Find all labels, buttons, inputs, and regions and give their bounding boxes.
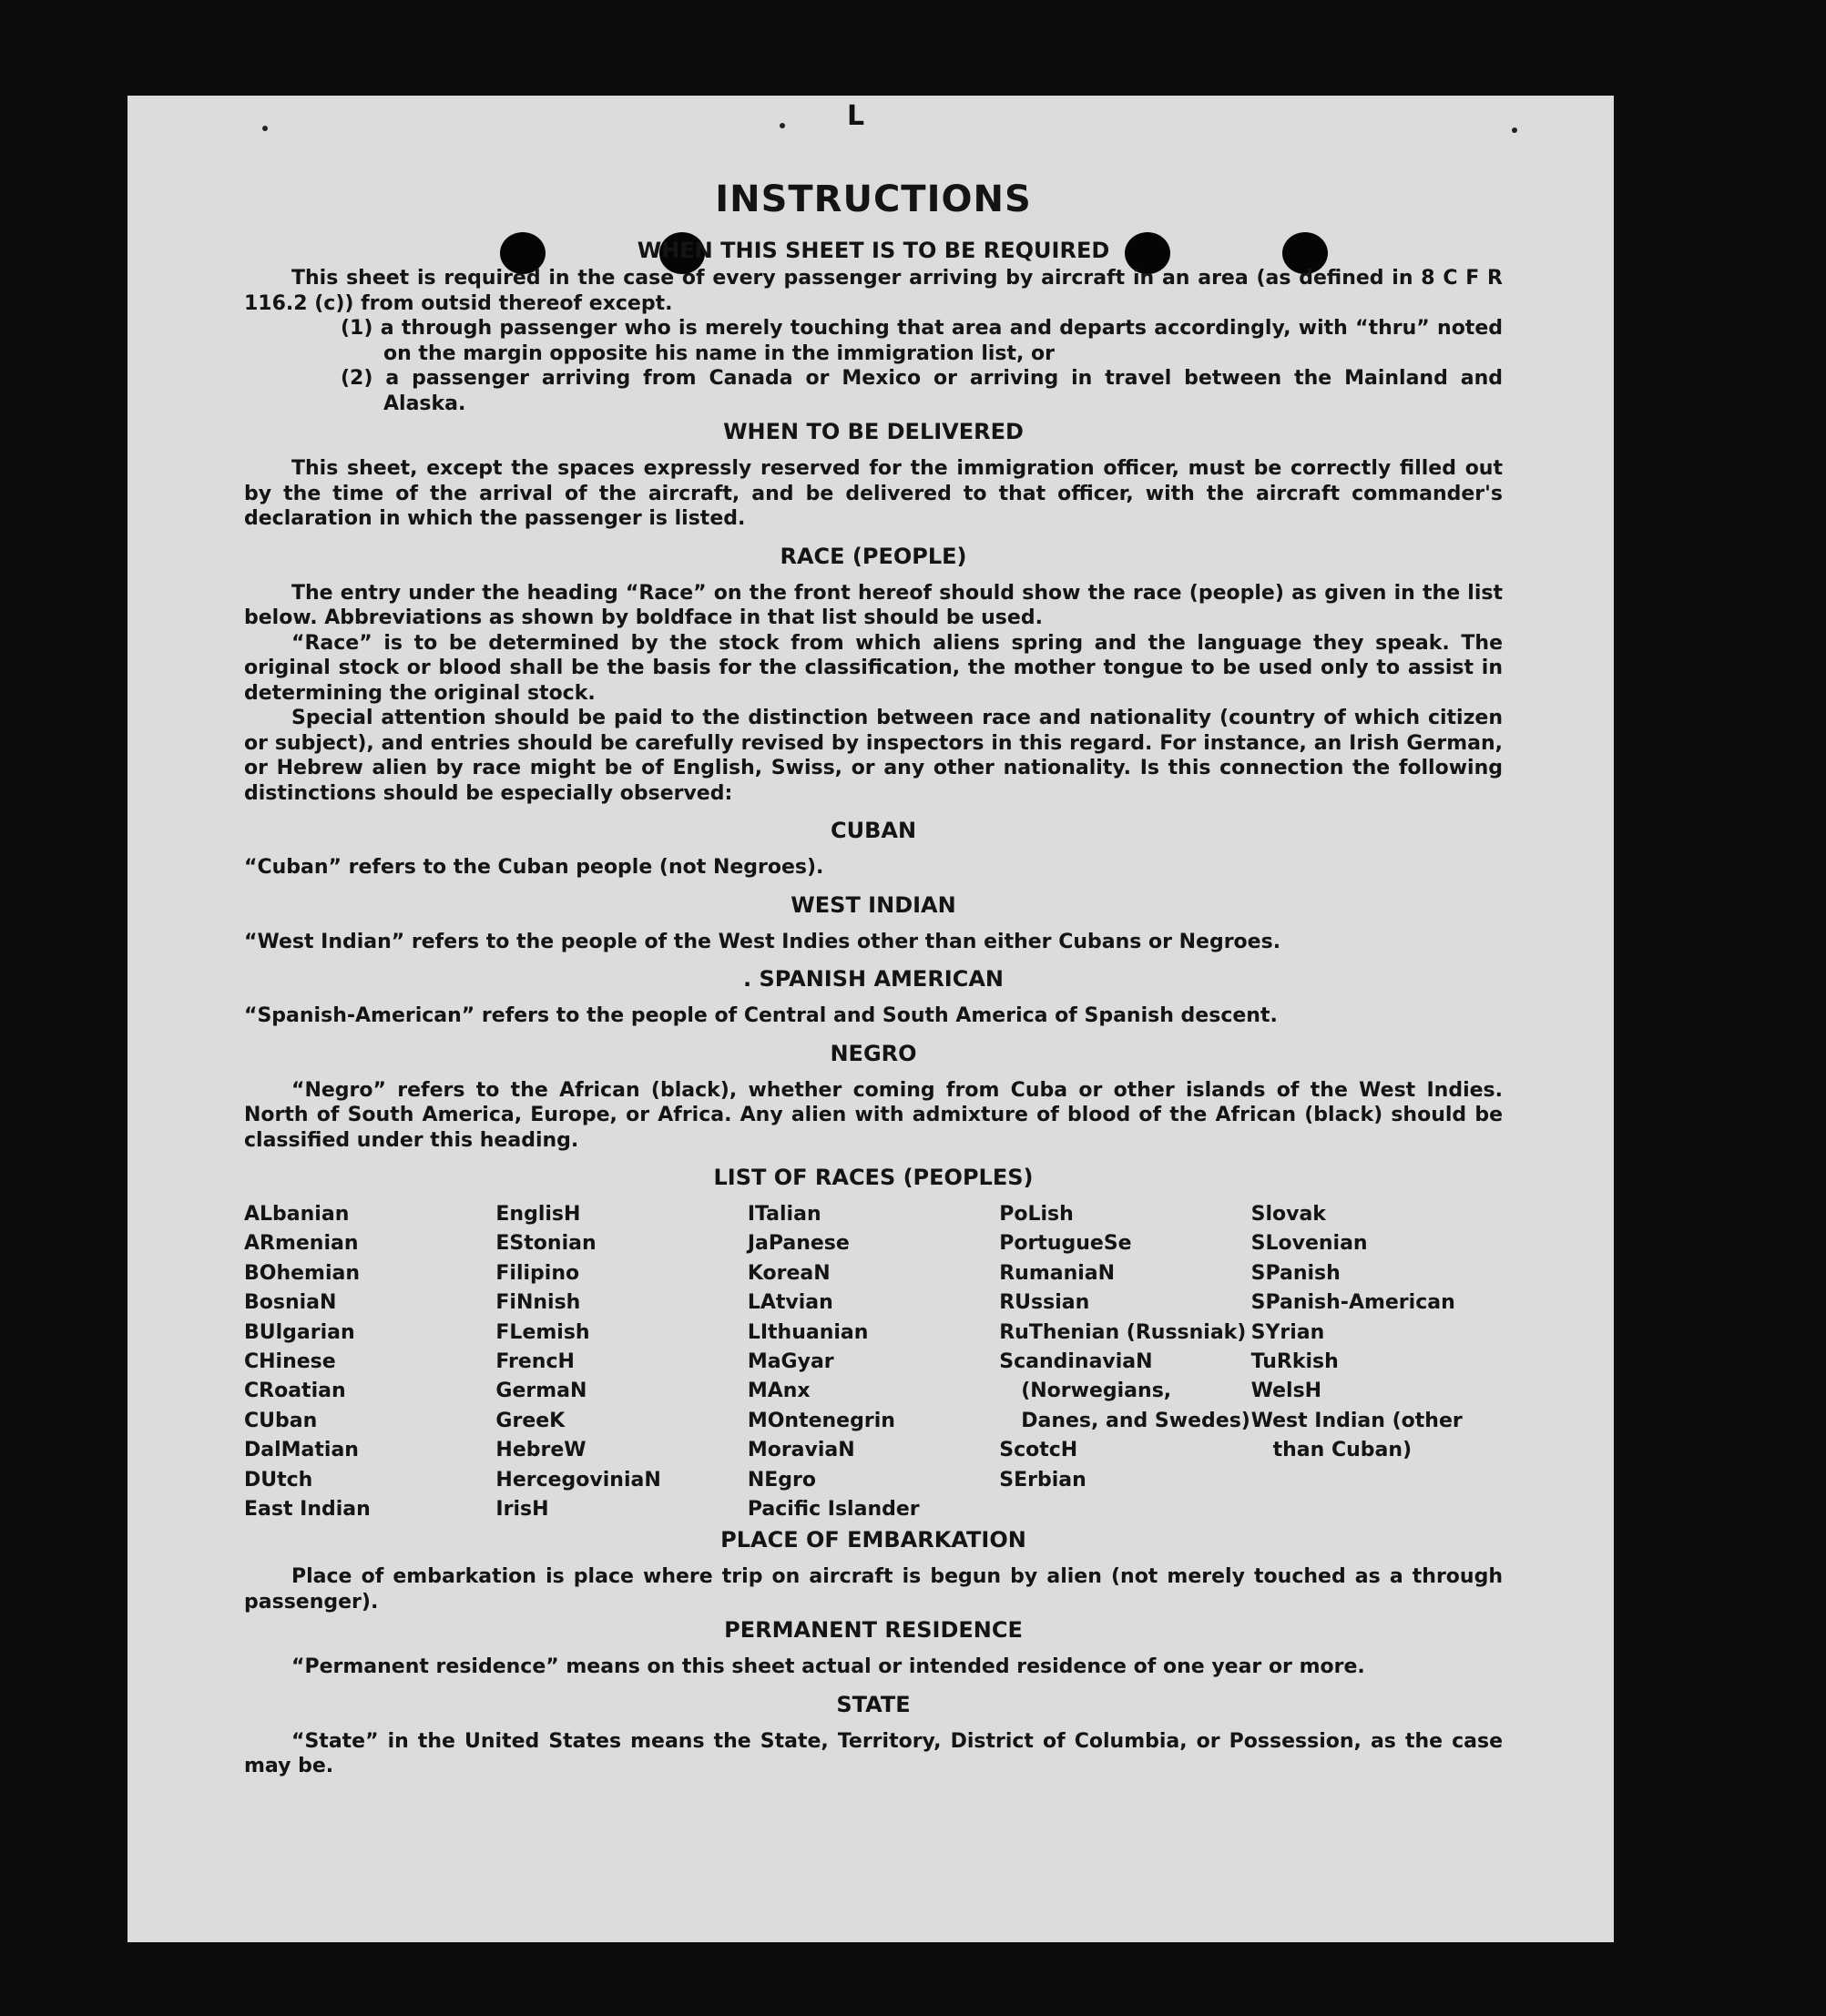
heading-list-of-races: LIST OF RACES (PEOPLES) xyxy=(713,1165,1034,1190)
race-item: MoraviaN xyxy=(747,1439,855,1462)
race-item: SErbian xyxy=(999,1468,1086,1492)
race-item: ScandinaviaN (Norwegians, Danes, and Swedes) xyxy=(999,1350,1250,1432)
race-item: MaGyar xyxy=(747,1350,834,1374)
race-item: GermaN xyxy=(495,1380,587,1403)
race-item: Filipino xyxy=(495,1261,580,1285)
speck xyxy=(1512,127,1517,133)
race-item: FLemish xyxy=(495,1320,590,1344)
race-item: RumaniaN xyxy=(999,1261,1116,1285)
race-item: LIthuanian xyxy=(747,1320,869,1344)
race-item: Pacific Islander xyxy=(747,1498,920,1522)
heading-cuban: CUBAN xyxy=(830,818,917,843)
cuban-text: “Cuban” refers to the Cuban people (not Negroes). xyxy=(244,856,824,879)
speck xyxy=(780,123,785,128)
heading-permanent-residence: PERMANENT RESIDENCE xyxy=(724,1617,1023,1644)
spanish-american-text: “Spanish-American” refers to the people of Central and South America of Spanish descent. xyxy=(244,1004,1278,1027)
race-item: WelsH xyxy=(1250,1380,1322,1403)
race-item: TuRkish xyxy=(1250,1350,1339,1374)
race-column xyxy=(999,1200,1250,1524)
heading-when-required: WHEN THIS SHEET IS TO BE REQUIRED xyxy=(637,238,1110,263)
race-item: BosniaN xyxy=(244,1291,337,1315)
race-item: SYrian xyxy=(1250,1320,1325,1344)
heading-race: RACE (PEOPLE) xyxy=(780,543,967,569)
race-item: DalMatian xyxy=(244,1439,359,1462)
when-delivered-text: This sheet, except the spaces expressly reserved for the immigration officer, must be correctly filled out by the time of the arrival of the aircraft, and be delivered to that officer, with the aircraft commander's declaration in which the passenger is listed. xyxy=(244,457,1503,530)
race-item: ALbanian xyxy=(244,1203,350,1226)
heading-state: STATE xyxy=(836,1691,911,1717)
race-item: FiNnish xyxy=(495,1291,581,1315)
race-item: HebreW xyxy=(495,1439,587,1462)
race-item: BOhemian xyxy=(244,1261,361,1285)
west-indian-text: “West Indian” refers to the people of the West Indies other than either Cubans or Negroes. xyxy=(244,930,1281,953)
embarkation-text: Place of embarkation is place where trip on aircraft is begun by alien (not merely touched as a through passenger). xyxy=(244,1565,1503,1614)
race-item: NEgro xyxy=(747,1468,816,1492)
race-item: CUban xyxy=(244,1409,318,1432)
race-column xyxy=(1251,1200,1503,1524)
heading-embarkation: PLACE OF EMBARKATION xyxy=(720,1527,1026,1553)
race-item: East Indian xyxy=(244,1498,371,1522)
heading-negro: NEGRO xyxy=(830,1040,917,1066)
speck xyxy=(262,126,268,131)
race-item: IrisH xyxy=(495,1498,549,1522)
race-item: JaPanese xyxy=(747,1232,850,1256)
instructions-content xyxy=(244,178,1503,1779)
race-item: Slovak xyxy=(1250,1203,1326,1226)
race-item: HercegoviniaN xyxy=(495,1468,661,1492)
race-item: MAnx xyxy=(747,1380,811,1403)
race-item: ScotcH xyxy=(999,1439,1078,1462)
race-column xyxy=(244,1200,495,1524)
page-title: INSTRUCTIONS xyxy=(715,178,1032,220)
race-item: West Indian (other than Cuban) xyxy=(1250,1409,1463,1462)
race-item: SPanish-American xyxy=(1250,1291,1455,1315)
residence-text: “Permanent residence” means on this sheet actual or intended residence of one year or more. xyxy=(291,1655,1365,1679)
race-column xyxy=(748,1200,999,1524)
negro-text: “Negro” refers to the African (black), whether coming from Cuba or other islands of the West Indies. North of South America, Europe, or Africa. Any alien with admixture of blood of the African (black) should be classified under this heading. xyxy=(244,1078,1503,1152)
race-item: ITalian xyxy=(747,1203,821,1226)
race-item: PoLish xyxy=(999,1203,1074,1226)
exception-item-1: (1) a through passenger who is merely touching that area and departs accordingly, with “thru” noted on the margin opposite his name in the immigration list, or xyxy=(341,317,1503,365)
heading-spanish-american: . SPANISH AMERICAN xyxy=(743,966,1004,992)
race-item: PortugueSe xyxy=(999,1232,1132,1256)
race-item: LAtvian xyxy=(747,1291,833,1315)
when-required-intro: This sheet is required in the case of every passenger arriving by aircraft in an area (as defined in 8 C F R 116.2 (c)) from outsid thereof except. xyxy=(244,267,1503,315)
race-item: CHinese xyxy=(244,1350,336,1374)
race-item: MOntenegrin xyxy=(747,1409,895,1432)
race-paragraph: “Race” is to be determined by the stock from which aliens spring and the language they speak. The original stock or blood shall be the basis for the classification, the mother tongue to be used only to assist in determining the original stock. xyxy=(244,631,1503,705)
top-mark: L xyxy=(847,100,865,132)
race-item: ARmenian xyxy=(244,1232,359,1256)
race-item: GreeK xyxy=(495,1409,566,1432)
heading-when-delivered: WHEN TO BE DELIVERED xyxy=(723,419,1024,444)
race-paragraph: Special attention should be paid to the distinction between race and nationality (country of which citizen or subject), and entries should be carefully revised by inspectors in this regard. For instance, an Irish German, or Hebrew alien by race might be of English, Swiss, or any other nationality. Is this connection the following distinctions should be especially observed: xyxy=(244,707,1503,805)
race-item: RuThenian (Russniak) xyxy=(999,1320,1247,1344)
race-item: EnglisH xyxy=(495,1203,581,1226)
race-item: CRoatian xyxy=(244,1380,346,1403)
race-item: EStonian xyxy=(495,1232,597,1256)
race-item: SLovenian xyxy=(1250,1232,1368,1256)
exception-item-2: (2) a passenger arriving from Canada or Mexico or arriving in travel between the Mainland and Alaska. xyxy=(341,367,1503,415)
race-item: RUssian xyxy=(999,1291,1090,1315)
race-item: SPanish xyxy=(1250,1261,1341,1285)
race-item: KoreaN xyxy=(747,1261,831,1285)
race-item: DUtch xyxy=(244,1468,313,1492)
race-paragraph: The entry under the heading “Race” on the front hereof should show the race (people) as given in the list below. Abbreviations as shown by boldface in that list should be used. xyxy=(244,581,1503,629)
race-column xyxy=(495,1200,747,1524)
heading-west-indian: WEST INDIAN xyxy=(791,891,956,918)
state-text: “State” in the United States means the State, Territory, District of Columbia, or Possession, as the case may be. xyxy=(244,1729,1503,1778)
race-list xyxy=(244,1200,1503,1524)
race-item: BUlgarian xyxy=(244,1320,355,1344)
race-item: FrencH xyxy=(495,1350,575,1374)
